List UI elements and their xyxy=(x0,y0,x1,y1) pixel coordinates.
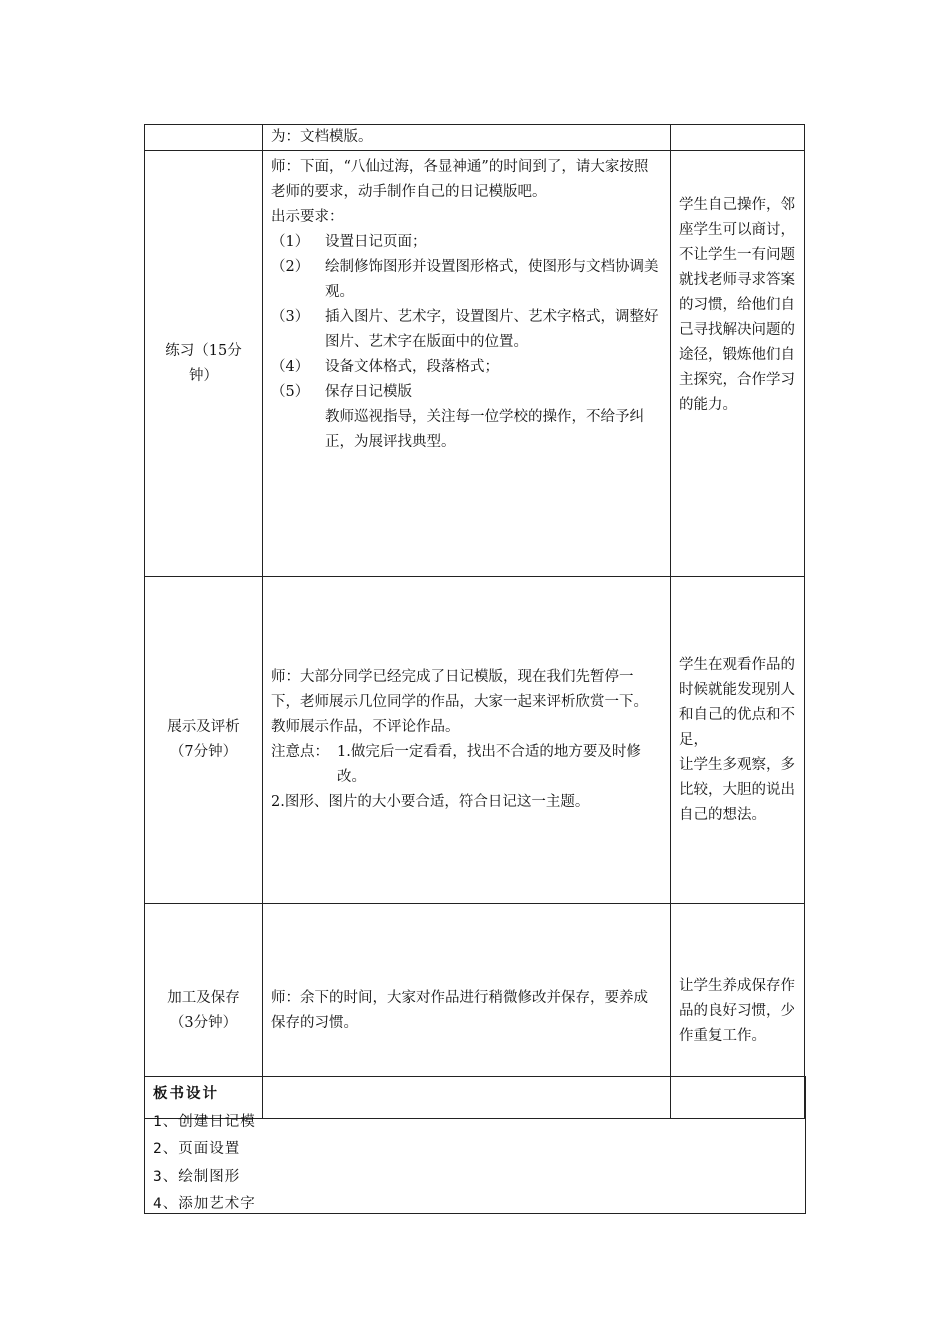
save-content: 师：余下的时间，大家对作品进行稍微修改并保存，要养成保存的习惯。 xyxy=(271,990,648,1031)
board-design-box xyxy=(144,1076,806,1214)
lesson-plan-table xyxy=(144,124,805,1119)
requirement-item: （4） 设备文体格式，段落格式； xyxy=(271,359,499,375)
stage-label: 钟） xyxy=(189,367,218,384)
remark-cell-show xyxy=(671,577,805,904)
remark-text: 学生自己操作，邻座学生可以商讨，不让学生一有问题就找老师寻求答案的习惯，给他们自己寻找解决问题的途径，锻炼他们自主探究，合作学习的能力。 xyxy=(679,197,795,413)
remark-text: 学生在观看作品的时候就能发现别人和自己的优点和不足， xyxy=(679,656,795,748)
table-row xyxy=(145,125,805,151)
board-item: 1、创建日记模 xyxy=(153,1113,256,1130)
note-text: 1.做完后一定看看，找出不合适的地方要及时修改。 xyxy=(337,744,641,785)
practice-intro: 师：下面，“八仙过海，各显神通”的时间到了，请大家按照老师的要求，动手制作自己的日记模版吧。 xyxy=(271,159,649,200)
note-item: 2.图形、图片的大小要合适，符合日记这一主题。 xyxy=(271,794,590,810)
remark-text: 让学生养成保存作品的良好习惯，少作重复工作。 xyxy=(679,977,795,1044)
remark-cell-practice xyxy=(671,151,805,577)
stage-label: （7分钟） xyxy=(169,744,238,760)
teacher-note: 教师巡视指导，关注每一位学校的操作，不给予纠正，为展评找典型。 xyxy=(325,409,644,450)
content-cell-show xyxy=(263,577,671,904)
table-row-show xyxy=(145,577,805,904)
content-cell-practice xyxy=(263,151,671,577)
show-teacher-line: 教师展示作品，不评论作品。 xyxy=(271,719,460,735)
requirement-item: （3） 插入图片、艺术字，设置图片、艺术字格式，调整好图片、艺术字在版面中的位置。 xyxy=(271,309,659,350)
show-intro: 师：大部分同学已经完成了日记模版，现在我们先暂停一下，老师展示几位同学的作品，大家一起来评析欣赏一下。 xyxy=(271,669,648,710)
board-title: 板书设计 xyxy=(153,1086,219,1102)
requirements-title: 出示要求： xyxy=(271,209,344,225)
stage-cell xyxy=(145,125,263,151)
row-content: 为：文档模版。 xyxy=(271,129,373,145)
remark-text: 让学生多观察，多比较，大胆的说出自己的想法。 xyxy=(679,756,795,823)
stage-label: 展示及评析 xyxy=(167,719,240,735)
requirement-item: （5） 保存日记模版 xyxy=(271,384,412,400)
stage-label: 练习（15分 xyxy=(165,342,242,359)
content-cell xyxy=(263,125,671,151)
requirement-item: （2） 绘制修饰图形并设置图形格式，使图形与文档协调美观。 xyxy=(271,259,659,300)
board-item: 3、绘制图形 xyxy=(153,1168,241,1185)
table-row-practice xyxy=(145,151,805,577)
stage-cell-practice xyxy=(145,151,263,577)
board-item: 4、添加艺术字 xyxy=(153,1196,256,1212)
note-lead: 注意点： xyxy=(271,744,329,760)
remark-cell xyxy=(671,125,805,151)
requirement-item: （1） 设置日记页面； xyxy=(271,234,427,250)
note-item xyxy=(271,740,662,790)
stage-cell-show xyxy=(145,577,263,904)
stage-label: （3分钟） xyxy=(169,1015,238,1031)
stage-label: 加工及保存 xyxy=(167,990,240,1006)
board-item: 2、页面设置 xyxy=(153,1141,241,1157)
